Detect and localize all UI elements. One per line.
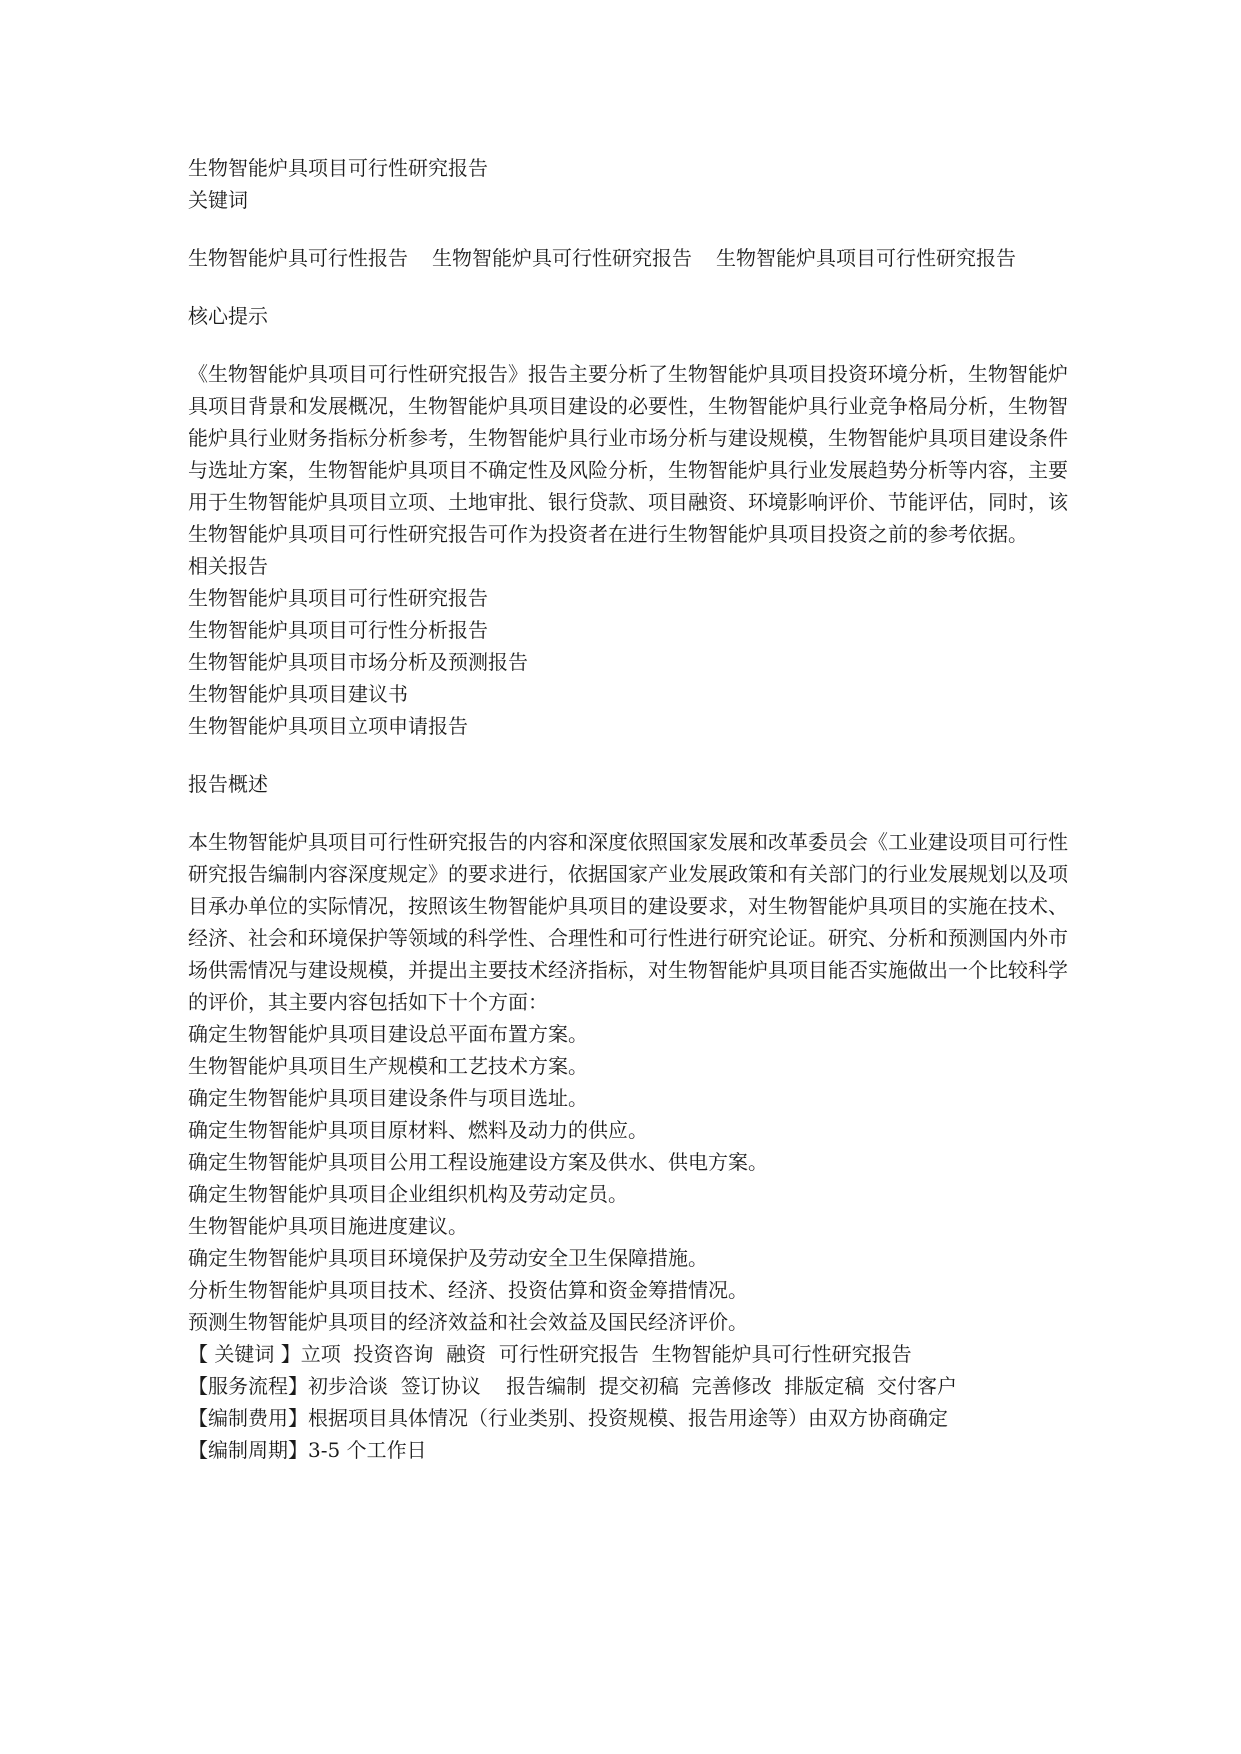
related-report-item: 生物智能炉具项目可行性研究报告	[188, 586, 488, 610]
meta-keywords: 【 关键词 】立项 投资咨询 融资 可行性研究报告 生物智能炉具可行性研究报告	[188, 1342, 912, 1366]
content-item: 确定生物智能炉具项目建设条件与项目选址。	[188, 1086, 588, 1110]
content-item: 预测生物智能炉具项目的经济效益和社会效益及国民经济评价。	[188, 1310, 748, 1334]
spacer	[188, 800, 1068, 826]
content-item: 确定生物智能炉具项目公用工程设施建设方案及供水、供电方案。	[188, 1150, 768, 1174]
keywords-heading: 关键词	[188, 188, 248, 212]
meta-fee: 【编制费用】根据项目具体情况（行业类别、投资规模、报告用途等）由双方协商确定	[188, 1406, 948, 1430]
document-body	[188, 152, 1068, 1466]
core-paragraph: 《生物智能炉具项目可行性研究报告》报告主要分析了生物智能炉具项目投资环境分析，生物智能炉具项目背景和发展概况，生物智能炉具项目建设的必要性，生物智能炉具行业竞争格局分析，生物智能炉具行业财务指标分析参考，生物智能炉具行业市场分析与建设规模，生物智能炉具项目建设条件与选址方案，生物智能炉具项目不确定性及风险分析，生物智能炉具行业发展趋势分析等内容，主要用于生物智能炉具项目立项、土地审批、银行贷款、项目融资、环境影响评价、节能评估，同时，该生物智能炉具项目可行性研究报告可作为投资者在进行生物智能炉具项目投资之前的参考依据。	[188, 362, 1068, 546]
keyword-item: 生物智能炉具可行性报告	[188, 246, 408, 270]
content-item: 确定生物智能炉具项目企业组织机构及劳动定员。	[188, 1182, 628, 1206]
keywords-list	[188, 242, 1068, 274]
related-report-item: 生物智能炉具项目立项申请报告	[188, 714, 468, 738]
related-heading: 相关报告	[188, 554, 268, 578]
overview-paragraph: 本生物智能炉具项目可行性研究报告的内容和深度依照国家发展和改革委员会《工业建设项目可行性研究报告编制内容深度规定》的要求进行，依据国家产业发展政策和有关部门的行业发展规划以及项目承办单位的实际情况，按照该生物智能炉具项目的建设要求，对生物智能炉具项目的实施在技术、经济、社会和环境保护等领域的科学性、合理性和可行性进行研究论证。研究、分析和预测国内外市场供需情况与建设规模，并提出主要技术经济指标，对生物智能炉具项目能否实施做出一个比较科学的评价，其主要内容包括如下十个方面：	[188, 830, 1068, 1014]
related-report-item: 生物智能炉具项目建议书	[188, 682, 408, 706]
meta-period: 【编制周期】3-5 个工作日	[188, 1438, 427, 1462]
meta-service-flow: 【服务流程】初步洽谈 签订协议 报告编制 提交初稿 完善修改 排版定稿 交付客户	[188, 1374, 958, 1398]
content-item: 生物智能炉具项目生产规模和工艺技术方案。	[188, 1054, 588, 1078]
spacer	[188, 274, 1068, 300]
spacer	[188, 332, 1068, 358]
content-item: 确定生物智能炉具项目原材料、燃料及动力的供应。	[188, 1118, 648, 1142]
spacer	[188, 742, 1068, 768]
content-item: 确定生物智能炉具项目环境保护及劳动安全卫生保障措施。	[188, 1246, 708, 1270]
spacer	[188, 216, 1068, 242]
core-heading: 核心提示	[188, 304, 268, 328]
overview-heading: 报告概述	[188, 772, 268, 796]
related-report-item: 生物智能炉具项目可行性分析报告	[188, 618, 488, 642]
keyword-item: 生物智能炉具可行性研究报告	[432, 246, 692, 270]
content-item: 分析生物智能炉具项目技术、经济、投资估算和资金筹措情况。	[188, 1278, 748, 1302]
keyword-item: 生物智能炉具项目可行性研究报告	[716, 246, 1016, 270]
content-item: 确定生物智能炉具项目建设总平面布置方案。	[188, 1022, 588, 1046]
content-item: 生物智能炉具项目施进度建议。	[188, 1214, 468, 1238]
related-report-item: 生物智能炉具项目市场分析及预测报告	[188, 650, 528, 674]
document-title: 生物智能炉具项目可行性研究报告	[188, 156, 488, 180]
